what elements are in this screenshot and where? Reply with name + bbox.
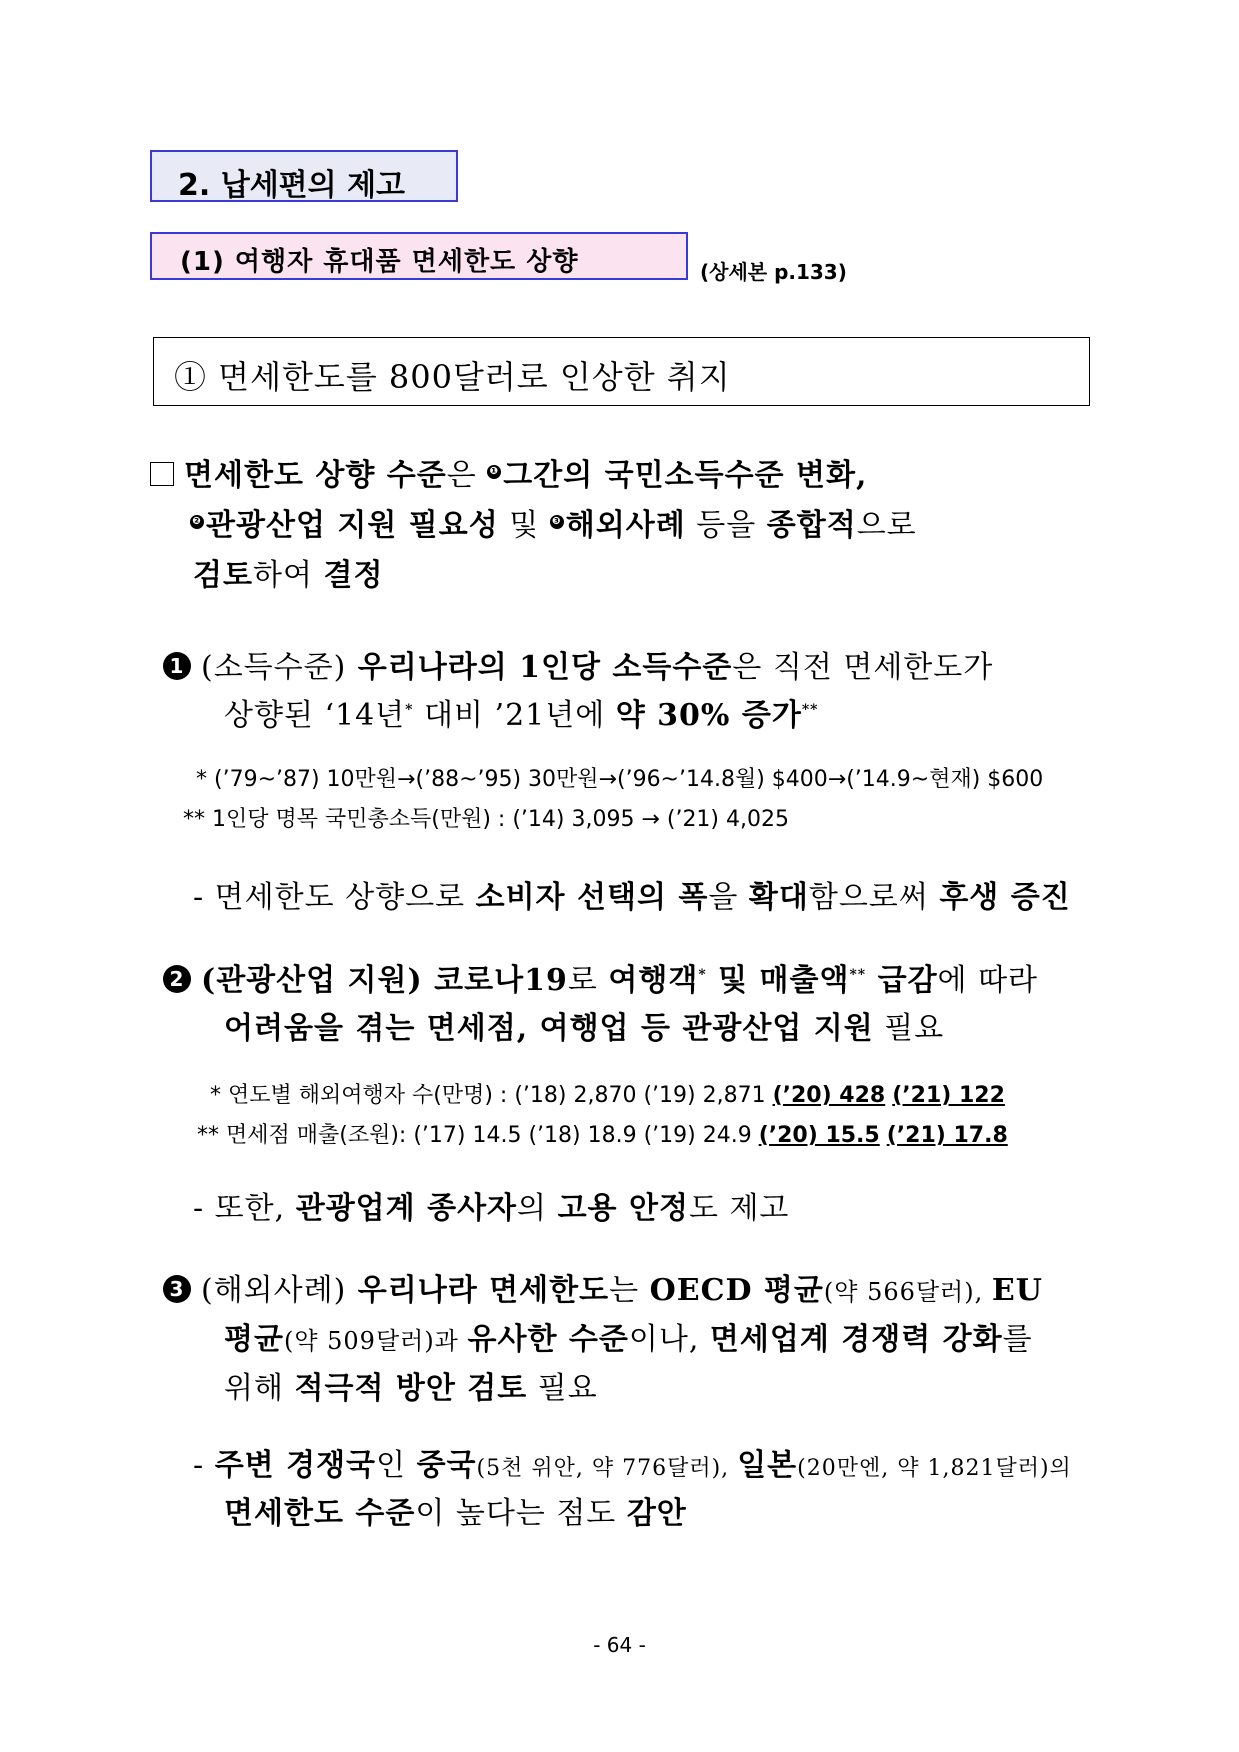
- item-text: (약 509달러)과: [283, 1327, 468, 1355]
- item-text: 를: [1002, 1322, 1033, 1357]
- item-text: 코로나19: [422, 963, 568, 998]
- item2-line-1: [163, 955, 1038, 999]
- item-text: 면세한도 수준: [224, 1496, 416, 1531]
- item-text: 을: [708, 880, 749, 915]
- topic-box: [153, 337, 1090, 406]
- item-text: 필요: [873, 1011, 945, 1046]
- item-text: (20만엔, 약 1,821달러)의: [797, 1456, 1072, 1481]
- item2-line-2: [224, 1003, 944, 1047]
- note-text: [880, 1123, 887, 1148]
- item-text: - 또한,: [193, 1191, 296, 1226]
- item1-line-1: [163, 642, 993, 686]
- item-text: 확대: [748, 880, 809, 915]
- footnote-mark: **: [801, 702, 819, 718]
- item3-line-2: [224, 1314, 1033, 1358]
- intro-text: 면세한도 상향 수준: [184, 458, 447, 493]
- item-text: 급감: [866, 963, 938, 998]
- intro-text: 및: [498, 508, 550, 543]
- item2-note-1: [210, 1078, 1005, 1109]
- note-text: * 연도별 해외여행자 수(만명) : (’18) 2,870 (’19) 2,871: [210, 1083, 773, 1108]
- circled-two-icon: ❷: [190, 515, 204, 529]
- intro-text: 하여: [252, 558, 324, 593]
- item3-dash-line-2: [224, 1488, 687, 1532]
- circled-three-icon: ❸: [550, 515, 564, 529]
- item-text: 소비자 선택의 폭: [475, 880, 709, 915]
- item-text: 에 따라: [937, 963, 1039, 998]
- item-text: -: [193, 1448, 215, 1483]
- item3-dash-line-1: [193, 1440, 1072, 1484]
- item-text: 유사한 수준: [467, 1322, 629, 1357]
- item-text: 우리나라의 1인당 소득수준: [346, 650, 733, 685]
- item-text: OECD 평균: [649, 1273, 824, 1308]
- intro-text: 으로: [856, 508, 917, 543]
- item-text: 여행객: [608, 963, 699, 998]
- item1-note-2: ** 1인당 명목 국민총소득(만원) : (’14) 3,095 → (’21) 4,025: [183, 807, 789, 832]
- intro-text: 해외사례: [565, 508, 686, 543]
- footnote-mark: *: [405, 702, 414, 718]
- subsection-title-box: [150, 232, 688, 280]
- black-circle-three-icon: 3: [163, 1275, 191, 1303]
- item-text: (관광산업 지원): [201, 963, 423, 998]
- item-text: 주변 경쟁국: [214, 1448, 377, 1483]
- item-text: (5천 위안, 약 776달러),: [476, 1456, 738, 1481]
- item-text: 필요: [527, 1371, 598, 1406]
- item2-dash: [193, 1183, 789, 1227]
- item-text: 약 30% 증가: [615, 698, 802, 733]
- item-text: EU: [991, 1273, 1043, 1308]
- item-text: 인: [376, 1448, 417, 1483]
- note-highlight: (’20) 15.5: [758, 1123, 880, 1148]
- intro-text: 종합적: [766, 508, 857, 543]
- topic-title: ① 면세한도를 800달러로 인상한 취지: [174, 358, 731, 396]
- intro-text: 그간의 국민소득수준 변화: [503, 458, 856, 493]
- item-text: 고용 안정: [557, 1191, 689, 1226]
- black-circle-one-icon: 1: [163, 652, 191, 680]
- intro-text: 등을: [685, 508, 767, 543]
- intro-text: 은: [446, 458, 488, 493]
- item-text: 면세업계 경쟁력 강화: [709, 1322, 1003, 1357]
- intro-text: 검토: [193, 558, 253, 593]
- item-text: 은 직전 면세한도가: [732, 650, 994, 685]
- section-title-box: [150, 150, 458, 202]
- item-text: 함으로써: [808, 880, 940, 915]
- item-text: 관광업계 종사자: [295, 1191, 518, 1226]
- item-text: 감안: [626, 1496, 687, 1531]
- intro-text: 관광산업 지원 필요성: [206, 508, 499, 543]
- item2-note-2: [197, 1118, 1008, 1149]
- section-title: 2. 납세편의 제고: [178, 168, 406, 203]
- item-text: 는: [609, 1273, 650, 1308]
- item-text: (소득수준): [201, 650, 347, 685]
- item-text: 이 높다는 점도: [415, 1496, 627, 1531]
- item-text: 후생 증진: [939, 880, 1071, 915]
- circled-one-icon: ❶: [487, 465, 501, 479]
- item-text: 및 매출액: [706, 963, 850, 998]
- intro-line-2: [190, 500, 917, 544]
- item-text: 위해: [224, 1371, 295, 1406]
- footnote-mark: *: [698, 967, 707, 983]
- item1-dash: [193, 872, 1071, 916]
- black-circle-two-icon: 2: [163, 965, 191, 993]
- page-number: - 64 -: [593, 1633, 646, 1657]
- intro-line-3: [193, 550, 383, 594]
- item-text: 적극적 방안 검토: [294, 1371, 528, 1406]
- item-text: 도 제고: [688, 1191, 790, 1226]
- item-text: 상향된 ‘14년: [224, 698, 406, 733]
- item-text: (약 566달러),: [823, 1278, 992, 1306]
- item-text: 어려움을 겪는 면세점, 여행업 등 관광산업 지원: [224, 1011, 874, 1046]
- item-text: (해외사례): [201, 1273, 347, 1308]
- intro-text: 결정: [323, 558, 384, 593]
- item1-note-1: * (’79~’87) 10만원→(’88~’95) 30만원→(’96~’14.8월) $400→(’14.9~현재) $600: [196, 767, 1044, 792]
- footnote-mark: **: [849, 967, 867, 983]
- subsection-title: (1) 여행자 휴대품 면세한도 상향: [180, 247, 579, 277]
- intro-line-1: [150, 450, 867, 494]
- note-highlight: (’20) 428: [772, 1083, 886, 1108]
- detail-reference: (상세본 p.133): [700, 260, 847, 284]
- item1-line-2: [224, 690, 819, 734]
- item-text: 중국: [416, 1448, 477, 1483]
- item-text: 우리나라 면세한도: [346, 1273, 610, 1308]
- checkbox-square-icon: [150, 462, 174, 486]
- note-highlight: (’21) 17.8: [886, 1123, 1008, 1148]
- intro-text: ,: [855, 458, 868, 493]
- item3-line-3: [224, 1363, 598, 1407]
- note-text: ** 면세점 매출(조원): (’17) 14.5 (’18) 18.9 (’19) 24.9: [197, 1123, 759, 1148]
- item-text: 평균: [224, 1322, 284, 1357]
- item-text: 이나,: [628, 1322, 710, 1357]
- item3-line-1: [163, 1265, 1043, 1309]
- note-highlight: (’21) 122: [892, 1083, 1005, 1108]
- item-text: - 면세한도 상향으로: [193, 880, 476, 915]
- item-text: 일본: [737, 1448, 798, 1483]
- item-text: 로: [567, 963, 609, 998]
- item-text: 의: [517, 1191, 558, 1226]
- item-text: 대비 ’21년에: [413, 698, 616, 733]
